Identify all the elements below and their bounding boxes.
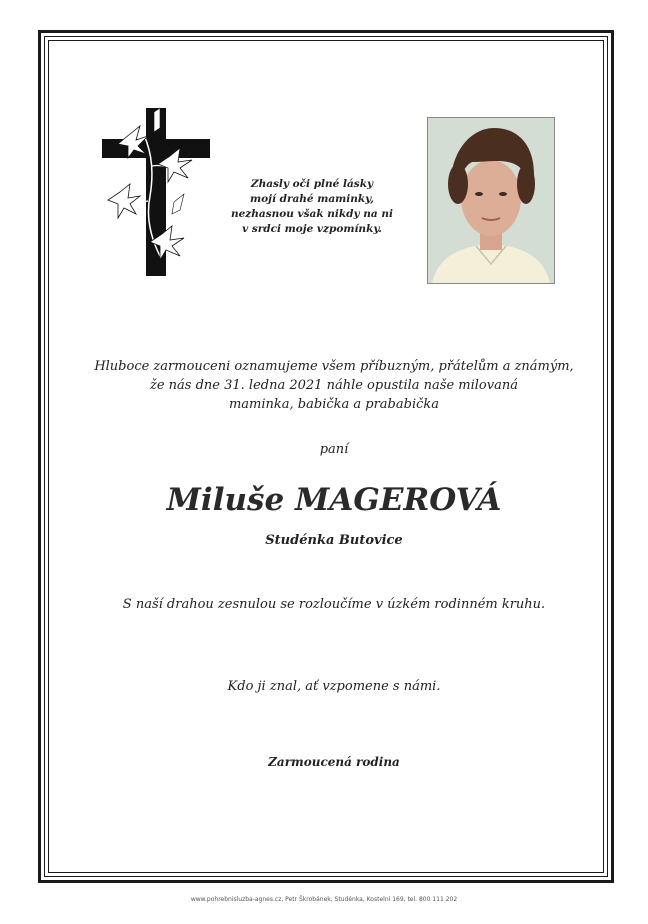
cross-with-lilies-icon (100, 106, 212, 278)
announcement-text (80, 357, 588, 414)
announcement-line: že nás dne 31. ledna 2021 náhle opustila naše milovaná (150, 378, 518, 393)
poem-line: nezhasnou však nikdy na ni (230, 208, 393, 220)
portrait-photo (427, 117, 555, 284)
remember-text: Kdo ji znal, ať vzpomene s námi. (227, 679, 441, 694)
deceased-name: Miluše MAGEROVÁ (166, 482, 502, 518)
farewell-text: S naší drahou zesnulou se rozloučíme v úzkém rodinném kruhu. (122, 597, 546, 612)
poem-line: v srdci moje vzpomínky. (242, 223, 382, 235)
family-signature: Zarmoucená rodina (268, 755, 400, 769)
poem-line: mojí drahé maminky, (250, 193, 374, 205)
announcement-line: Hluboce zarmouceni oznamujeme všem příbuzným, přátelům a známým, (94, 359, 574, 374)
honorific: paní (319, 442, 349, 457)
memorial-poem (222, 177, 402, 237)
deceased-place: Studénka Butovice (265, 533, 403, 548)
footer-credit: www.pohrebnisluzba-agnes.cz, Petr Škrobánek, Studénka, Kostelní 169, tel. 800 111 202 (190, 896, 458, 903)
poem-line: Zhasly oči plné lásky (250, 178, 374, 190)
announcement-line: maminka, babička a prababička (228, 397, 440, 412)
